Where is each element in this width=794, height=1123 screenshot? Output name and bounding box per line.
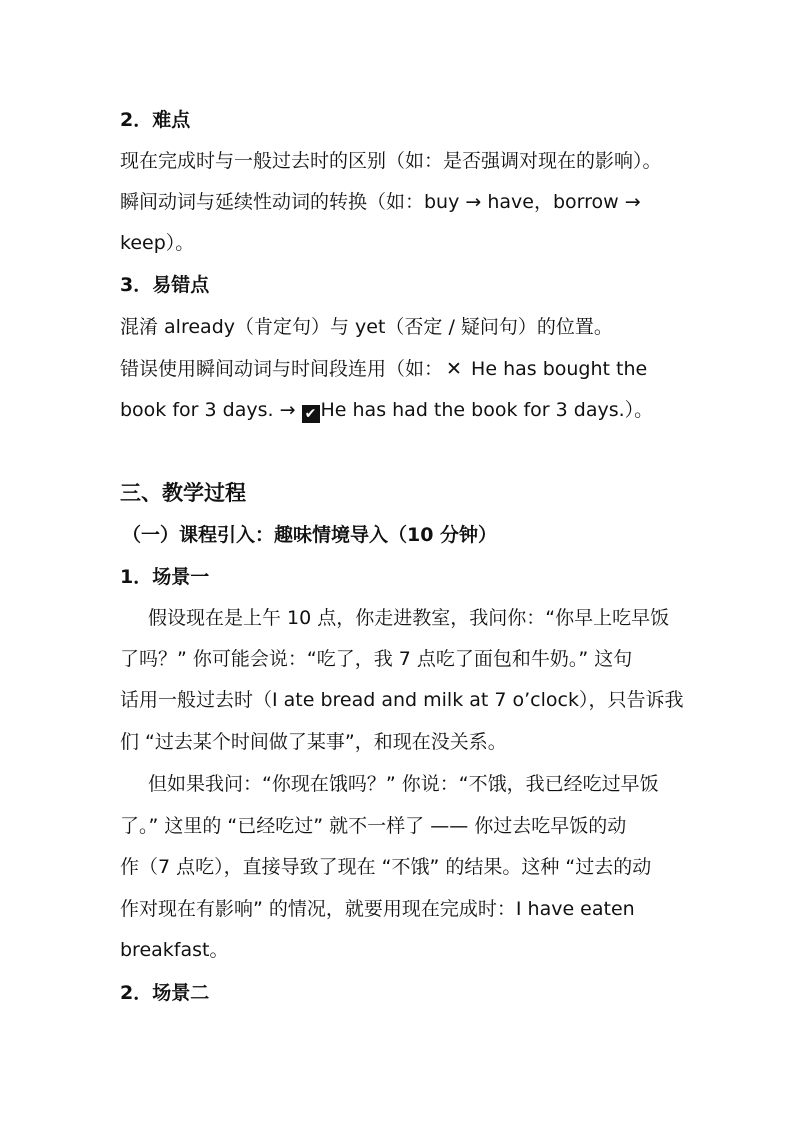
scene1-para2-line2: 了。” 这里的 “已经吃过” 就不一样了 —— 你过去吃早饭的动: [120, 815, 627, 837]
error-point-2-text: 错误使用瞬间动词与时间段连用（如：: [120, 358, 444, 380]
scene1-para2-line1: 但如果我问：“你现在饿吗？” 你说：“不饿，我已经吃过早饭: [148, 773, 659, 795]
scene1-para2-line5: breakfast。: [120, 939, 229, 961]
error-point-2: [120, 357, 647, 381]
subsection-heading-intro: （一）课程引入：趣味情境导入（10 分钟）: [122, 524, 498, 546]
difficult-point-2-cont: keep）。: [120, 232, 195, 254]
wrong-example-end: book for 3 days. →: [120, 399, 296, 421]
error-point-1: 混淆 already（肯定句）与 yet（否定 / 疑问句）的位置。: [120, 316, 613, 338]
scene2-heading: 2．场景二: [120, 982, 210, 1004]
error-point-2-cont: [120, 398, 653, 423]
check-mark-icon: ✔: [302, 405, 320, 423]
scene1-para2-line4: 作对现在有影响” 的情况，就要用现在完成时：I have eaten: [120, 898, 635, 920]
section-heading-difficult: 2．难点: [120, 109, 191, 131]
difficult-point-2: 瞬间动词与延续性动词的转换（如：buy → have，borrow →: [120, 191, 641, 213]
scene1-para1-line3: 话用一般过去时（I ate bread and milk at 7 o’clock），只告诉我: [120, 689, 684, 711]
scene1-para2-line3: 作（7 点吃），直接导致了现在 “不饿” 的结果。这种 “过去的动: [120, 856, 652, 878]
wrong-x-icon: ✕: [446, 358, 462, 380]
error-point-2-example: He has bought the: [465, 358, 648, 380]
correct-example: He has had the book for 3 days.）。: [320, 399, 654, 421]
scene1-para1-line1: 假设现在是上午 10 点，你走进教室，我问你：“你早上吃早饭: [148, 607, 670, 629]
section-heading-process: 三、教学过程: [120, 481, 246, 505]
scene1-heading: 1．场景一: [120, 566, 210, 588]
scene1-para1-line4: 们 “过去某个时间做了某事”，和现在没关系。: [120, 731, 507, 753]
difficult-point-1: 现在完成时与一般过去时的区别（如：是否强调对现在的影响）。: [120, 150, 662, 172]
scene1-para1-line2: 了吗？” 你可能会说：“吃了，我 7 点吃了面包和牛奶。” 这句: [120, 648, 633, 670]
section-heading-errors: 3．易错点: [120, 274, 210, 296]
